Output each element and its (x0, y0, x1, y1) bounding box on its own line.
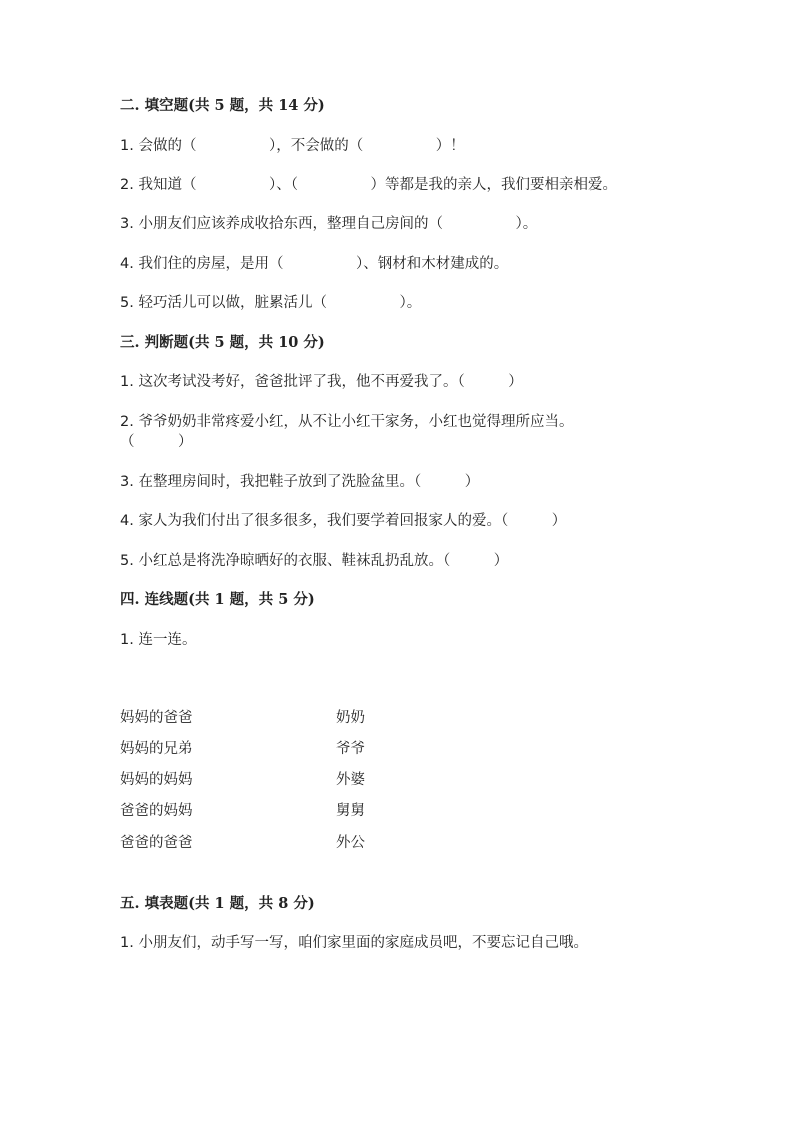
matching-left-item: 妈妈的兄弟 (120, 741, 193, 757)
matching-left-item: 爸爸的爸爸 (120, 835, 193, 851)
table-fill-question: 1. 小朋友们，动手写一写，咱们家里面的家庭成员吧，不要忘记自己哦。 (120, 935, 588, 951)
fill-blank-question-3: 3. 小朋友们应该养成收拾东西，整理自己房间的（ ）。 (120, 216, 538, 232)
matching-left-item: 妈妈的妈妈 (120, 772, 193, 788)
true-false-question-2-answer: （ ） (120, 434, 193, 450)
matching-left-item: 妈妈的爸爸 (120, 710, 193, 726)
section-heading-matching: 四. 连线题(共 1 题，共 5 分) (120, 591, 315, 608)
true-false-question-2: 2. 爷爷奶奶非常疼爱小红，从不让小红干家务，小红也觉得理所应当。 (120, 414, 574, 430)
matching-left-item: 爸爸的妈妈 (120, 803, 193, 819)
matching-right-item: 爷爷 (336, 741, 365, 757)
fill-blank-question-1: 1. 会做的（ ），不会做的（ ）！ (120, 138, 465, 154)
fill-blank-question-5: 5. 轻巧活儿可以做，脏累活儿（ ）。 (120, 295, 422, 311)
section-heading-fill-blank: 二. 填空题(共 5 题，共 14 分) (120, 97, 325, 114)
true-false-question-5: 5. 小红总是将洗净晾晒好的衣服、鞋袜乱扔乱放。（ ） (120, 553, 509, 569)
fill-blank-question-4: 4. 我们住的房屋，是用（ ）、钢材和木材建成的。 (120, 256, 509, 272)
fill-blank-question-2: 2. 我知道（ ）、（ ）等都是我的亲人，我们要相亲相爱。 (120, 177, 617, 193)
section-heading-true-false: 三. 判断题(共 5 题，共 10 分) (120, 334, 325, 351)
true-false-question-1: 1. 这次考试没考好，爸爸批评了我，他不再爱我了。（ ） (120, 374, 523, 390)
matching-right-item: 舅舅 (336, 803, 365, 819)
matching-right-item: 外婆 (336, 772, 365, 788)
true-false-question-3: 3. 在整理房间时，我把鞋子放到了洗脸盆里。（ ） (120, 474, 480, 490)
matching-question: 1. 连一连。 (120, 632, 197, 648)
true-false-question-4: 4. 家人为我们付出了很多很多，我们要学着回报家人的爱。（ ） (120, 513, 567, 529)
matching-right-item: 奶奶 (336, 710, 365, 726)
section-heading-table-fill: 五. 填表题(共 1 题，共 8 分) (120, 895, 315, 912)
matching-right-item: 外公 (336, 835, 365, 851)
